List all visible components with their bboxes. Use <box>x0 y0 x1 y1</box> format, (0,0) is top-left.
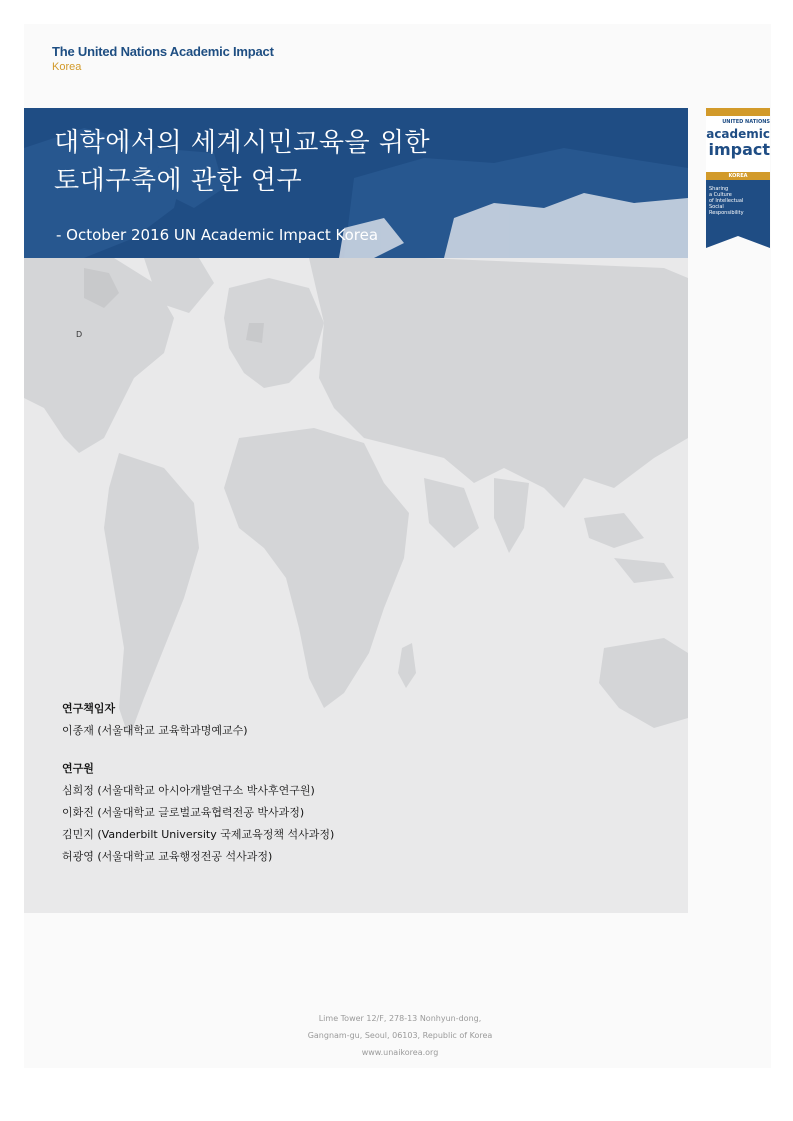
organization-header <box>52 44 274 74</box>
ribbon-tagline-4: Social <box>709 204 724 210</box>
title-banner <box>24 108 688 258</box>
ribbon-small-top: UNITED NATIONS <box>722 119 770 125</box>
ribbon-tagline-5: Responsibility <box>709 210 744 216</box>
organization-subtitle: Korea <box>52 61 82 73</box>
stray-letter-mark: D <box>76 330 83 339</box>
footer-website: www.unaikorea.org <box>361 1048 439 1057</box>
ribbon-word-impact: impact <box>708 140 770 159</box>
research-credits <box>62 700 334 870</box>
footer-address-line-1: Lime Tower 12/F, 278-13 Nonhyun-dong, <box>318 1014 482 1023</box>
title-line-2: 토대구축에 관한 연구 <box>54 166 303 196</box>
researcher-item: 심희정 (서울대학교 아시아개발연구소 박사후연구원) <box>62 784 315 797</box>
address-footer <box>250 1010 550 1061</box>
organization-name: The United Nations Academic Impact <box>52 44 274 59</box>
principal-investigator: 이종재 (서울대학교 교육학과명예교수) <box>62 724 248 737</box>
academic-impact-logo-ribbon <box>706 108 770 248</box>
principal-investigator-heading: 연구책임자 <box>62 702 116 715</box>
ribbon-tagline-3: of Intellectual <box>709 198 744 204</box>
researcher-item: 이화진 (서울대학교 글로벌교육협력전공 박사과정) <box>62 806 305 819</box>
title-line-1: 대학에서의 세계시민교육을 위한 <box>54 128 431 158</box>
researchers-heading: 연구원 <box>62 762 94 775</box>
ribbon-word-academic: academic <box>706 127 770 141</box>
ribbon-tagline-1: Sharing <box>709 186 729 192</box>
ribbon-country: KOREA <box>728 173 748 179</box>
researcher-item: 허광영 (서울대학교 교육행정전공 석사과정) <box>62 850 273 863</box>
footer-address-line-2: Gangnam-gu, Seoul, 06103, Republic of Korea <box>307 1031 493 1040</box>
report-subtitle: - October 2016 UN Academic Impact Korea <box>56 226 379 244</box>
researcher-item: 김민지 (Vanderbilt University 국제교육정책 석사과정) <box>62 828 335 841</box>
ribbon-tagline-2: a Culture <box>709 192 732 198</box>
